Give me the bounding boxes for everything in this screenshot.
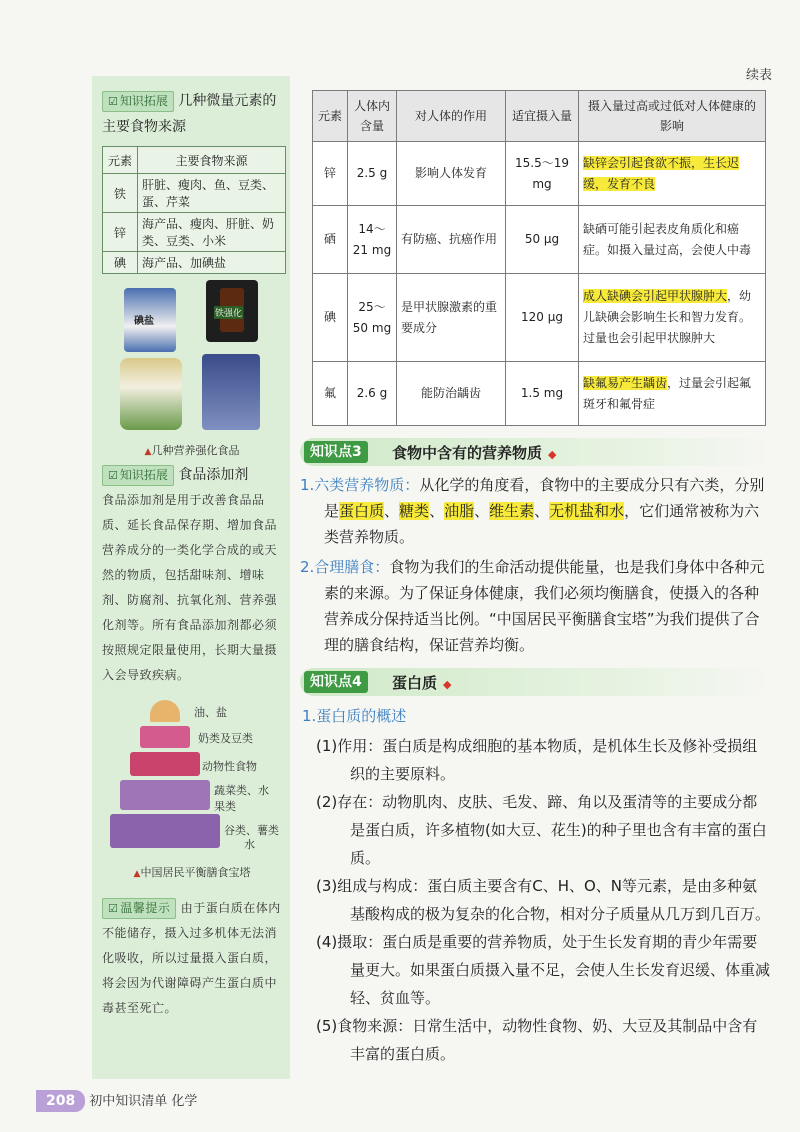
protein-overview-heading: 1.蛋白质的概述 [302, 707, 407, 725]
table-row [313, 206, 766, 274]
product-label: 铁强化 [214, 306, 243, 319]
sidebar [92, 76, 290, 1079]
main-content [300, 438, 770, 1068]
table-cell [579, 142, 766, 206]
triangle-icon: ▲ [133, 869, 141, 879]
check-icon: ☑ [108, 468, 118, 482]
pyramid-tier-dairy [140, 726, 190, 748]
pyramid-tier-meat [130, 752, 200, 776]
table-header: 对人体的作用 [397, 91, 506, 142]
list-item: (1)作用：蛋白质是构成细胞的基本物质，是机体生长及修补受损组织的主要原料。 [316, 737, 758, 783]
knowledge-extension-tag: ☑ 知识拓展 [102, 465, 174, 486]
highlight: 缺氟易产生龋齿 [583, 375, 668, 390]
table-cell: 海产品、加碘盐 [138, 252, 286, 274]
table-cell: 海产品、瘦肉、肝脏、奶类、豆类、小米 [138, 213, 286, 252]
table-cell: 碘 [313, 274, 348, 362]
table-cell: 锌 [313, 142, 348, 206]
six-nutrients-paragraph: 1.六类营养物质：从化学的角度看，食物中的主要成分只有六类，分别是蛋白质、糖类、油脂、维生素、无机盐和水，它们通常被称为六类营养物质。 [300, 476, 765, 546]
table-cell: 50 μg [506, 206, 579, 274]
table-cell: 14～21 mg [348, 206, 397, 274]
continued-label: 续表 [745, 68, 772, 83]
table-cell: 120 μg [506, 274, 579, 362]
table-row [313, 362, 766, 426]
knowledge-point-label: 知识点3 [304, 441, 368, 463]
milk-powder-image [120, 358, 182, 430]
sidebar-box-trace-elements [102, 88, 282, 458]
check-icon: ☑ [108, 94, 118, 108]
triangle-icon: ▲ [144, 447, 152, 457]
table-row [103, 174, 286, 213]
knowledge-point-3-header [300, 438, 770, 466]
table-header-row [313, 91, 766, 142]
fortified-food-photos [102, 280, 282, 440]
food-pyramid [102, 694, 282, 884]
pyramid-tier-vegetables [120, 780, 210, 810]
table-header: 适宜摄入量 [506, 91, 579, 142]
table-header: 主要食物来源 [138, 147, 286, 174]
table-cell: 影响人体发育 [397, 142, 506, 206]
table-cell: 锌 [103, 213, 138, 252]
list-item: (3)组成与构成：蛋白质主要含有C、H、O、N等元素，是由多种氨基酸构成的极为复杂的化合物，相对分子质量从几万到几百万。 [316, 877, 771, 923]
pyramid-tier-oil [150, 700, 180, 722]
table-cell: 有防癌、抗癌作用 [397, 206, 506, 274]
highlight: 缺锌会引起食欲不振，生长迟缓，发育不良 [583, 155, 740, 191]
iodized-salt-image [124, 288, 176, 352]
list-item: (4)摄取：蛋白质是重要的营养物质，处于生长发育期的青少年需要量更大。如果蛋白质摄入量不足，会使人生长发育迟缓、体重减轻、贫血等。 [316, 933, 771, 1007]
balanced-diet-paragraph: 2.合理膳食：食物为我们的生命活动提供能量，也是我们身体中各种元素的来源。为了保证身体健康，我们必须均衡膳食，使摄入的各种营养成分保持适当比例。“中国居民平衡膳食宝塔”为我们提供了合理的膳食结构，保证营养均衡。 [300, 558, 765, 654]
knowledge-point-4-header [300, 668, 770, 696]
table-cell: 肝脏、瘦肉、鱼、豆类、蛋、芹菜 [138, 174, 286, 213]
tip-tag: ☑ 温馨提示 [102, 898, 176, 919]
pyramid-label: 奶类及豆类 [198, 732, 253, 745]
pyramid-tier-grains [110, 814, 220, 848]
table-cell: 铁 [103, 174, 138, 213]
table-header: 摄入量过高或过低对人体健康的影响 [579, 91, 766, 142]
knowledge-point-title: 食物中含有的营养物质 [392, 444, 543, 462]
table-cell: 是甲状腺激素的重要成分 [397, 274, 506, 362]
list-item: (5)食物来源：日常生活中，动物性食物、奶、大豆及其制品中含有丰富的蛋白质。 [316, 1017, 758, 1063]
star-icon: ◆ [548, 448, 557, 461]
table-row [103, 213, 286, 252]
box-title: 食品添加剂 [178, 467, 249, 483]
knowledge-extension-tag: ☑ 知识拓展 [102, 91, 174, 112]
pyramid-label: 动物性食物 [202, 760, 257, 773]
table-header: 元素 [103, 147, 138, 174]
product-label: 碘盐 [134, 316, 154, 327]
page-footer [36, 1090, 197, 1112]
knowledge-point-title: 蛋白质 [392, 674, 438, 692]
table-cell: 15.5～19 mg [506, 142, 579, 206]
tip-text: 由于蛋白质在体内不能储存，摄入过多机体无法消化吸收，所以过量摄入蛋白质，将会因为代谢障碍产生蛋白质中毒甚至死亡。 [102, 901, 281, 1015]
photo-caption: 几种营养强化食品 [151, 444, 240, 457]
pyramid-label: 油、盐 [194, 706, 227, 719]
table-row [103, 252, 286, 274]
sidebar-box-tip [102, 896, 282, 1021]
table-cell: 能防治龋齿 [397, 362, 506, 426]
pyramid-caption: 中国居民平衡膳食宝塔 [140, 866, 251, 879]
table-header: 元素 [313, 91, 348, 142]
star-icon: ◆ [443, 678, 452, 691]
table-header: 人体内含量 [348, 91, 397, 142]
trace-element-table [312, 90, 766, 426]
pyramid-label: 水 [244, 838, 255, 851]
table-cell: 25～50 mg [348, 274, 397, 362]
table-cell: 缺硒可能引起表皮角质化和癌症。如摄入量过高，会使人中毒 [579, 206, 766, 274]
box-title: 几种微量元素的主要食物来源 [102, 93, 277, 135]
table-cell: 氟 [313, 362, 348, 426]
check-icon: ☑ [108, 902, 119, 915]
table-row [313, 274, 766, 362]
knowledge-point-label: 知识点4 [304, 671, 368, 693]
pyramid-label: 蔬菜类、水果类 [214, 784, 269, 813]
food-source-table [102, 146, 286, 274]
pyramid-label: 谷类、薯类 [224, 824, 279, 837]
highlight: 成人缺碘会引起甲状腺肿大 [583, 289, 728, 303]
table-cell: 硒 [313, 206, 348, 274]
table-cell: 碘 [103, 252, 138, 274]
table-row [313, 142, 766, 206]
book-title: 初中知识清单 化学 [89, 1094, 198, 1109]
table-cell: 1.5 mg [506, 362, 579, 426]
additive-description: 食品添加剂是用于改善食品品质、延长食品保存期、增加食品营养成分的一类化学合成的或天然的物质，包括甜味剂、增味剂、防腐剂、抗氧化剂、营养强化剂等。所有食品添加剂都必须按照规定限量使用，长期大量摄入会导致疾病。 [102, 493, 278, 682]
list-item: (2)存在：动物肌肉、皮肤、毛发、蹄、角以及蛋清等的主要成分都是蛋白质，许多植物(如大豆、花生)的种子里也含有丰富的蛋白质。 [316, 793, 767, 867]
table-cell: 成人缺碘会引起甲状腺肿大，幼儿缺碘会影响生长和智力发育。过量也会引起甲状腺肿大 [579, 274, 766, 362]
table-cell: 缺氟易产生龋齿，过量会引起氟斑牙和氟骨症 [579, 362, 766, 426]
table-cell: 2.5 g [348, 142, 397, 206]
fortified-flour-image [202, 354, 260, 430]
page-number: 208 [36, 1090, 85, 1112]
iron-fortified-sauce-image [206, 280, 258, 342]
sidebar-box-food-additives [102, 462, 282, 688]
table-cell: 2.6 g [348, 362, 397, 426]
